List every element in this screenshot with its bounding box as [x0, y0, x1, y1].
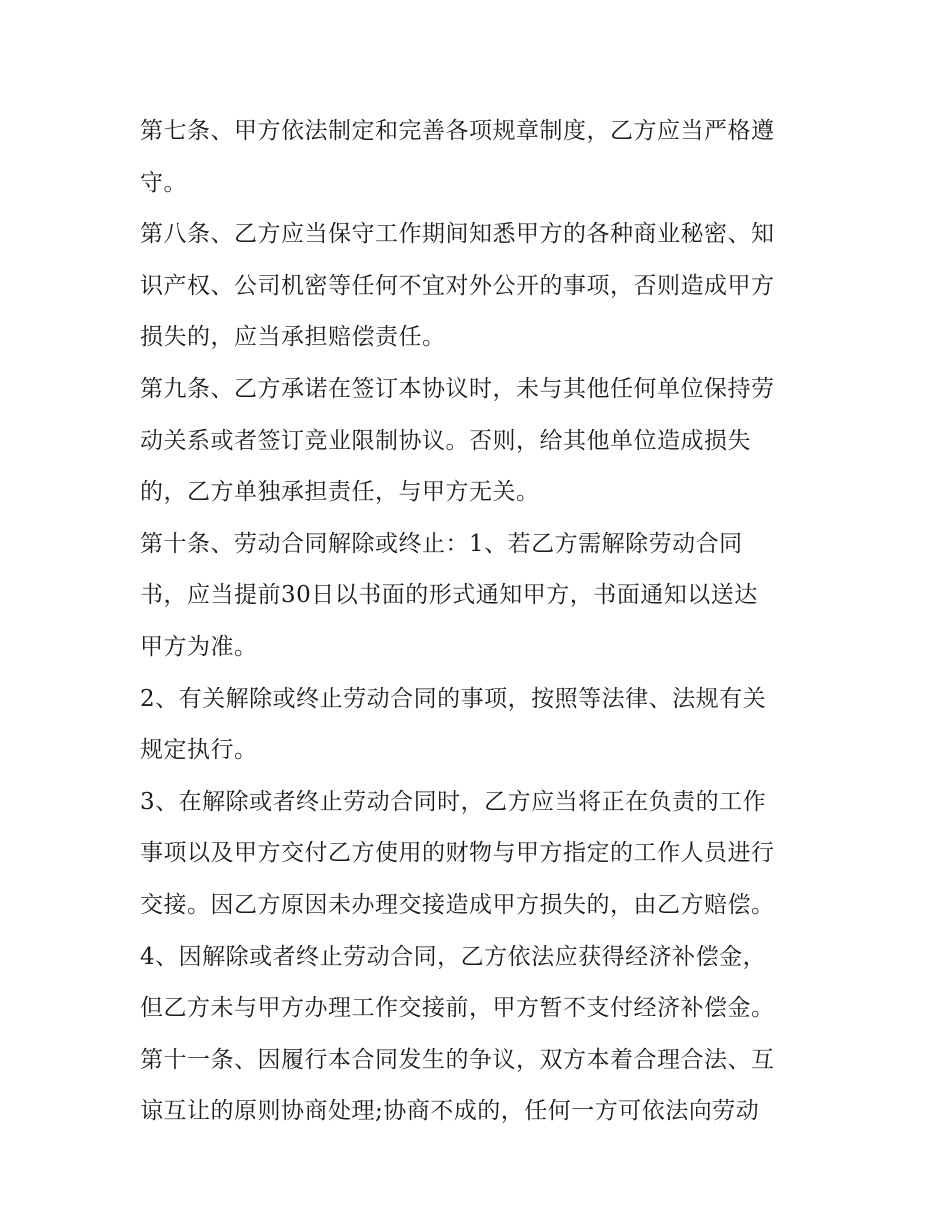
- text-line: 甲方为准。: [140, 633, 258, 660]
- text-line: 2、有关解除或终止劳动合同的事项，按照等法律、法规有关: [140, 685, 767, 712]
- text-line: 识产权、公司机密等任何不宜对外公开的事项，否则造成甲方: [140, 272, 775, 299]
- text-line: 第八条、乙方应当保守工作期间知悉甲方的各种商业秘密、知: [140, 221, 775, 248]
- text-line: 第七条、甲方依法制定和完善各项规章制度，乙方应当严格遵: [140, 118, 775, 144]
- text-line: 事项以及甲方交付乙方使用的财物与甲方指定的工作人员进行: [140, 840, 775, 867]
- text-line: 交接。因乙方原因未办理交接造成甲方损失的，由乙方赔偿。: [140, 891, 775, 918]
- text-line: 3、在解除或者终止劳动合同时，乙方应当将正在负责的工作: [140, 788, 767, 815]
- document-body: [140, 106, 812, 1138]
- text-line: 第十一条、因履行本合同发生的争议，双方本着合理合法、互: [140, 1046, 775, 1073]
- text-line: 4、因解除或者终止劳动合同，乙方依法应获得经济补偿金，: [140, 943, 767, 970]
- text-line: 动关系或者签订竞业限制协议。否则，给其他单位造成损失: [140, 427, 751, 454]
- text-line: 第九条、乙方承诺在签订本协议时，未与其他任何单位保持劳: [140, 375, 775, 402]
- text-line: 书，应当提前30日以书面的形式通知甲方，书面通知以送达: [140, 582, 758, 609]
- text-line: 守。: [140, 169, 187, 196]
- text-line: 损失的，应当承担赔偿责任。: [140, 324, 446, 351]
- text-line: 的，乙方单独承担责任，与甲方无关。: [140, 479, 540, 506]
- text-line: 第十条、劳动合同解除或终止：1、若乙方需解除劳动合同: [140, 530, 743, 557]
- text-line: 但乙方未与甲方办理工作交接前，甲方暂不支付经济补偿金。: [140, 995, 775, 1022]
- text-line: 规定执行。: [140, 737, 258, 764]
- text-line: 谅互让的原则协商处理;协商不成的，任何一方可依法向劳动: [140, 1098, 760, 1125]
